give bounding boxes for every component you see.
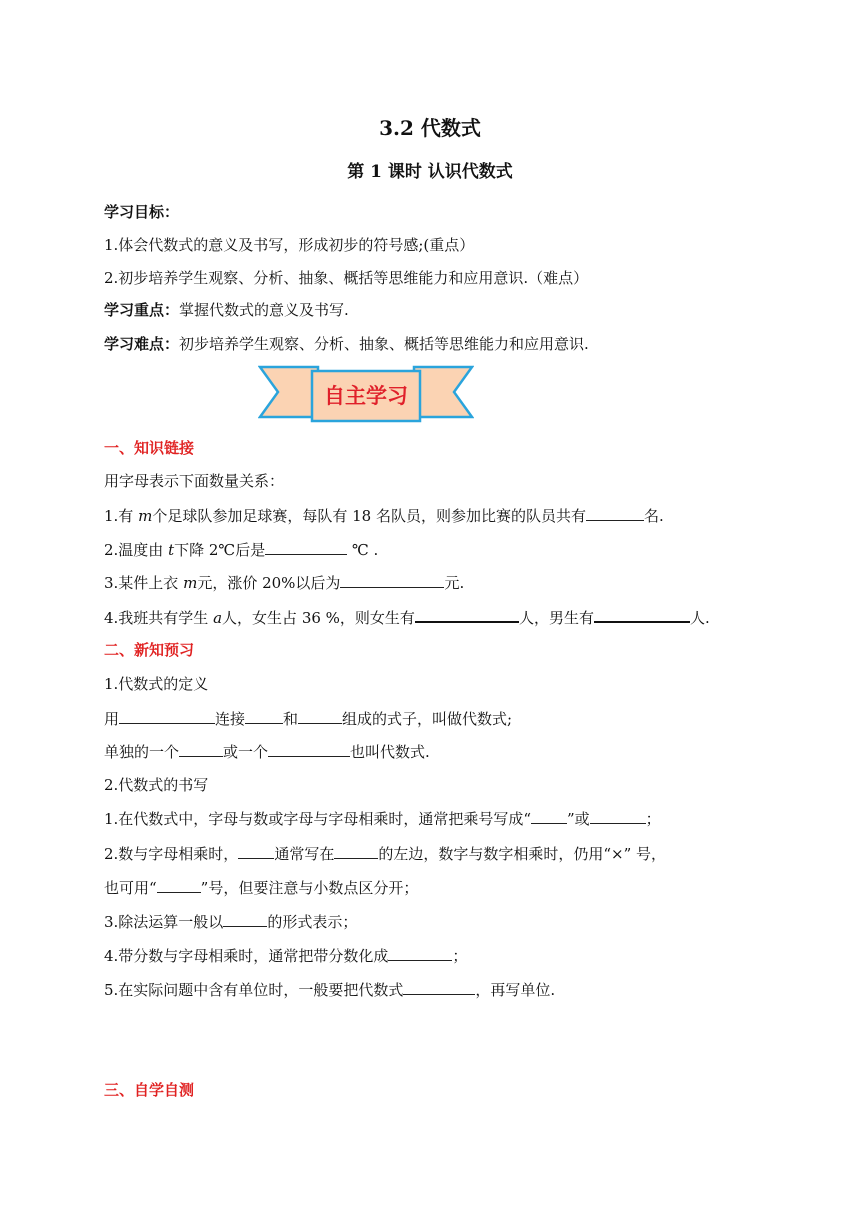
section1-intro: 用字母表示下面数量关系： <box>104 472 285 490</box>
section-heading-2: 二、新知预习 <box>104 641 195 659</box>
answer-blank[interactable] <box>415 606 519 623</box>
writing-rule-2-cont: 也可用“ ”号，但要注意与小数点区分开； <box>104 879 419 897</box>
definition-title: 1.代数式的定义 <box>104 675 209 693</box>
answer-blank[interactable] <box>594 606 690 623</box>
answer-blank[interactable] <box>403 979 475 995</box>
writing-title: 2.代数式的书写 <box>104 776 209 794</box>
key-point <box>104 300 349 320</box>
writing-rule-1: 1.在代数式中，字母与数或字母与字母相乘时，通常把乘号写成“ ”或 ； <box>104 810 661 828</box>
answer-blank[interactable] <box>245 708 283 724</box>
objective-item-1: 1.体会代数式的意义及书写，形成初步的符号感;(重点） <box>104 236 475 254</box>
question-2: 2.温度由 t下降 2℃后是 ℃ . <box>104 541 379 559</box>
banner-label: 自主学习 <box>324 384 408 408</box>
answer-blank[interactable] <box>586 505 644 521</box>
self-study-banner <box>258 363 474 423</box>
page-title: 3.2 代数式 <box>379 116 481 140</box>
answer-blank[interactable] <box>298 708 342 724</box>
answer-blank[interactable] <box>223 911 267 927</box>
answer-blank[interactable] <box>157 877 201 893</box>
writing-rule-5: 5.在实际问题中含有单位时，一般要把代数式 ，再写单位. <box>104 981 556 999</box>
question-4: 4.我班共有学生 a人，女生占 36 %，则女生有 人，男生有 人. <box>104 606 710 628</box>
question-1: 1.有 m个足球队参加足球赛，每队有 18 名队员，则参加比赛的队员共有 名. <box>104 507 664 525</box>
key-point-text: 掌握代数式的意义及书写. <box>179 301 349 319</box>
writing-rule-4: 4.带分数与字母相乘时，通常把带分数化成 ； <box>104 947 468 965</box>
answer-blank[interactable] <box>334 843 378 859</box>
section-heading-1: 一、知识链接 <box>104 439 195 457</box>
answer-blank[interactable] <box>531 808 567 824</box>
answer-blank[interactable] <box>388 945 452 961</box>
lesson-subtitle: 第 1 课时 认识代数式 <box>347 162 513 182</box>
key-point-label: 学习重点： <box>104 301 180 319</box>
answer-blank[interactable] <box>340 572 444 588</box>
question-3: 3.某件上衣 m元，涨价 20%以后为 元. <box>104 574 465 592</box>
answer-blank[interactable] <box>179 741 223 757</box>
objectives-label: 学习目标： <box>104 203 180 221</box>
answer-blank[interactable] <box>119 708 215 724</box>
writing-rule-2: 2.数与字母相乘时， 通常写在 的左边，数字与数字相乘时，仍用“×” 号， <box>104 845 667 863</box>
difficulty <box>104 334 589 354</box>
difficulty-label: 学习难点： <box>104 335 180 353</box>
difficulty-text: 初步培养学生观察、分析、抽象、概括等思维能力和应用意识. <box>179 335 589 353</box>
definition-line-1: 用 连接 和 组成的式子，叫做代数式; <box>104 710 513 728</box>
definition-line-2: 单独的一个 或一个 也叫代数式. <box>104 743 430 761</box>
answer-blank[interactable] <box>268 741 350 757</box>
answer-blank[interactable] <box>238 843 274 859</box>
answer-blank[interactable] <box>265 539 347 555</box>
answer-blank[interactable] <box>590 808 646 824</box>
objective-item-2: 2.初步培养学生观察、分析、抽象、概括等思维能力和应用意识.（难点） <box>104 269 589 287</box>
writing-rule-3: 3.除法运算一般以 的形式表示； <box>104 913 358 931</box>
section-heading-3: 三、自学自测 <box>104 1081 195 1099</box>
